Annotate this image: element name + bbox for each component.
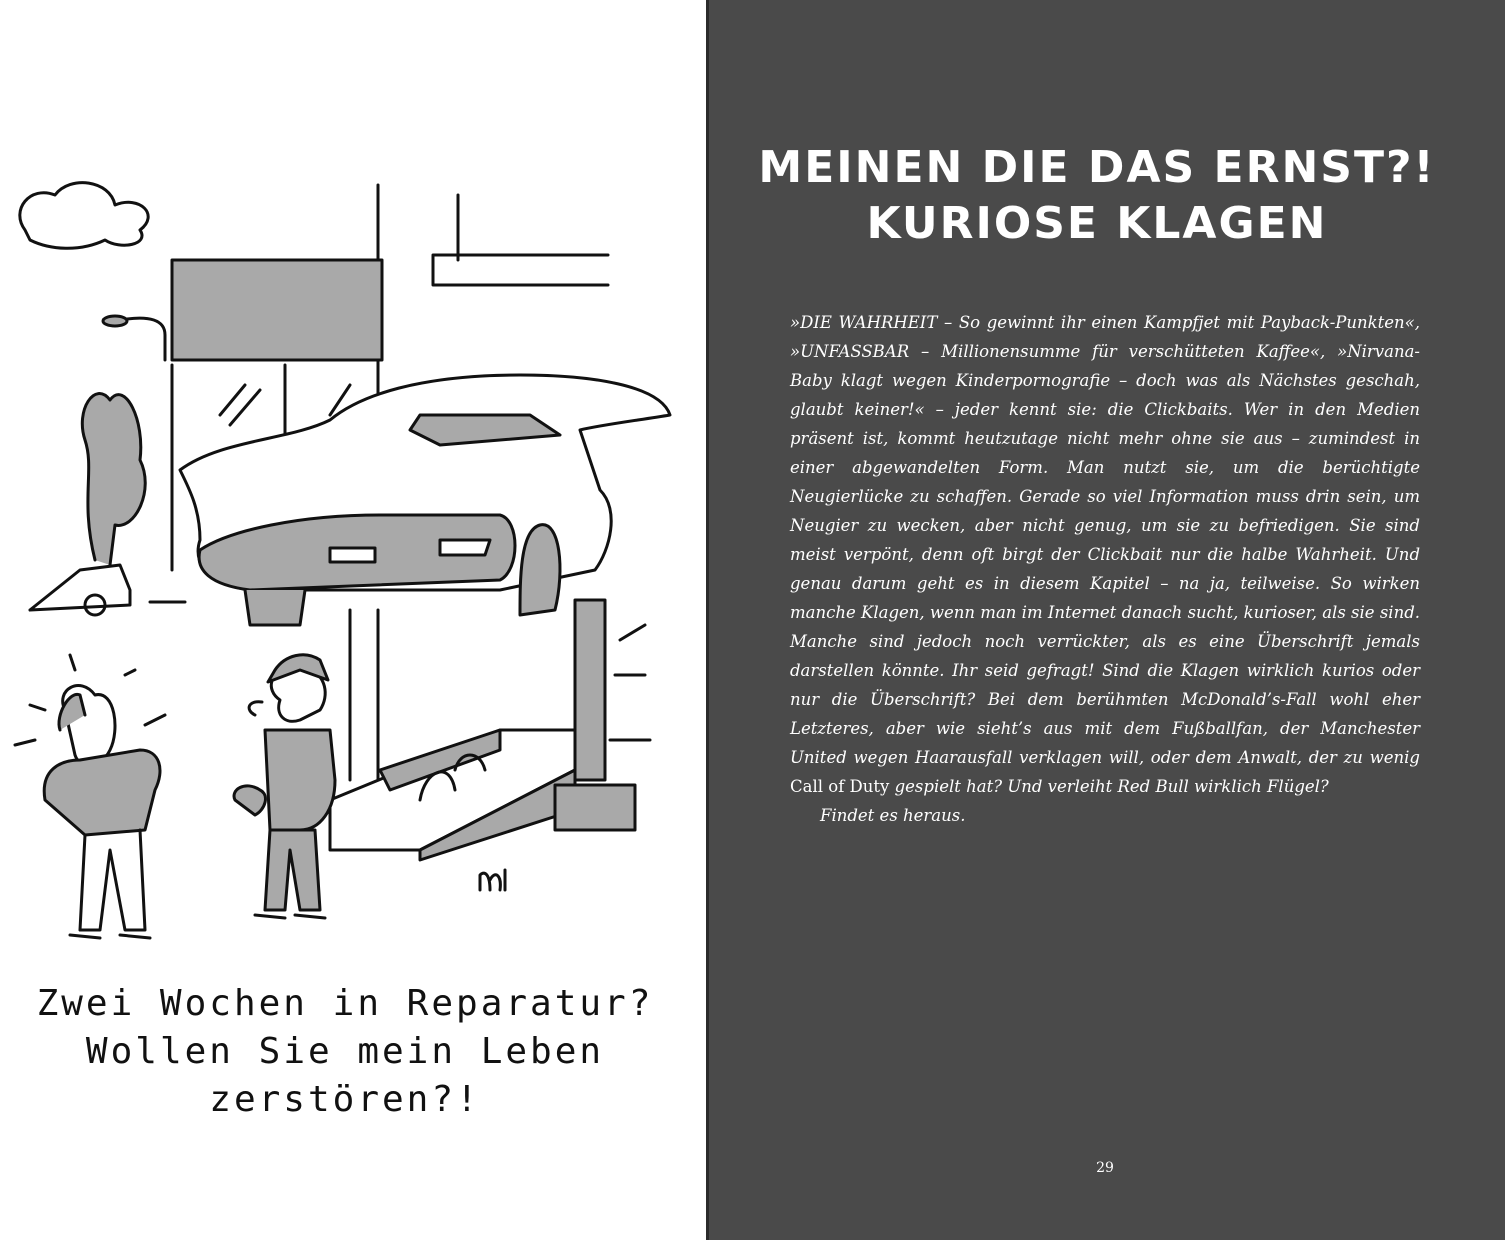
cartoon-caption (0, 980, 690, 1124)
cartoon-illustration (0, 170, 708, 960)
paragraph-1-ending: gespielt hat? Und verleiht Red Bull wirklich Flügel? (889, 777, 1329, 796)
left-page (0, 0, 708, 1240)
chapter-title-line-2: KURIOSE KLAGEN (866, 198, 1328, 249)
paragraph-1-text: »DIE WAHRHEIT – So gewinnt ihr einen Kampfjet mit Payback-Punkten«, »UNFASSBAR – Millionensumme für verschütteten Kaffee«, »Nirvana-Baby klagt wegen Kinderpornografie – doch was als Nächstes geschah, glaubt keiner!« – jeder kennt sie: die Clickbaits. Wer in den Medien präsent ist, kommt heutzutage nicht mehr ohne sie aus – zumindest in einer abgewandelten Form. Man nutzt sie, um die berüchtigte Neugierlücke zu schaffen. Gerade so viel Information muss drin sein, um Neugier zu wecken, aber nicht genug, um sie zu befriedigen. Sie sind meist verpönt, denn oft birgt der Clickbait nur die halbe Wahrheit. Und genau darum geht es in diesem Kapitel – na ja, teilweise. So wirken manche Klagen, wenn man im Internet danach sucht, kurioser, als sie sind. Manche sind jedoch noch verrückter, als es eine Überschrift jemals darstellen könnte. Ihr seid gefragt! Sind die Klagen wirklich kurios oder nur die Überschrift? Bei dem berühmten McDonald’s-Fall wohl eher Letzteres, aber wie sieht’s aus mit dem Fußballfan, der Manchester United wegen Haarausfall verklagen will, oder dem Anwalt, der zu wenig (790, 313, 1420, 767)
page-number: 29 (1096, 1160, 1114, 1176)
caption-line-3: zerstören?! (209, 1079, 481, 1120)
paragraph-1 (790, 308, 1420, 801)
paragraph-2: Findet es heraus. (820, 806, 966, 825)
chapter-title-line-1: MEINEN DIE DAS ERNST?! (758, 142, 1436, 193)
body-text (790, 308, 1420, 830)
caption-line-2: Wollen Sie mein Leben (85, 1031, 605, 1072)
right-page (709, 0, 1505, 1240)
caption-line-1: Zwei Wochen in Reparatur? (36, 983, 654, 1024)
paragraph-1-title-reference: Call of Duty (790, 777, 890, 796)
cloud (20, 183, 148, 249)
cartoon-signature (480, 870, 505, 890)
chapter-title (709, 140, 1485, 252)
